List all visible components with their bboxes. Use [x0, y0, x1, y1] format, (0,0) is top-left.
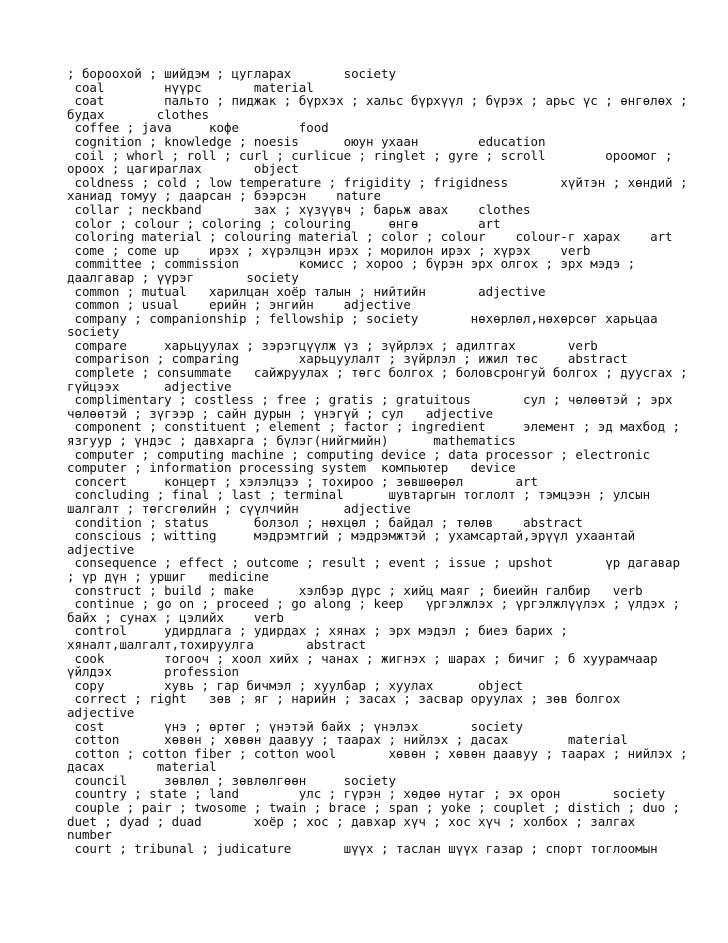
text-line: component ; constituent ; element ; factor ; ingredient элемент ; эд махбод ;	[67, 419, 681, 435]
text-line: come ; come up ирэх ; хүрэлцэн ирэх ; морилон ирэх ; хүрэх verb	[67, 242, 591, 258]
text-line: complimentary ; costless ; free ; gratis ; gratuitous сул ; чөлөөтэй ; эрх	[67, 392, 673, 408]
text-line: concluding ; final ; last ; terminal шувтаргын тоглолт ; тэмцээн ; улсын	[67, 487, 651, 503]
text-line: condition ; status болзол ; нөхцөл ; байдал ; төлөв abstract	[67, 514, 583, 530]
text-line: control удирдлага ; удирдах ; хянах ; эрх мэдэл ; биеэ барих ;	[67, 623, 568, 639]
text-line: cost үнэ ; өртөг ; үнэтэй байх ; үнэлэх society	[67, 718, 524, 734]
text-line: society	[67, 324, 120, 340]
text-line: complete ; consummate сайжруулах ; төгс болгох ; боловсронгуй болгох ; дуусгах ;	[67, 365, 688, 381]
text-line: construct ; build ; make хэлбэр дүрс ; хийц маяг ; биеийн галбир verb	[67, 582, 643, 598]
text-line: court ; tribunal ; judicature шүүх ; таслан шүүх газар ; спорт тоглоомын	[67, 840, 658, 856]
text-line: дасах material	[67, 759, 217, 775]
text-line: шалгалт ; төгсгөлийн ; сүүлчийн adjective	[67, 501, 411, 516]
text-line: continue ; go on ; proceed ; go along ; keep үргэлжлэх ; үргэлжлүүлэх ; үлдэх ;	[67, 596, 681, 612]
text-line: correct ; right зөв ; яг ; нарийн ; засах ; засвар оруулах ; зөв болгох	[67, 691, 621, 707]
text-line: common ; usual ерийн ; энгийн adjective	[67, 297, 411, 313]
text-line: common ; mutual харилцан хоёр талын ; нийтийн adjective	[67, 283, 546, 299]
text-line: duet ; dyad ; duad хоёр ; хос ; давхар хүч ; хос хүч ; холбох ; залгах	[67, 813, 636, 829]
text-line: будах clothes	[67, 106, 210, 122]
text-line: cook тогооч ; хоол хийх ; чанах ; жигнэх ; шарах ; бичиг ; б хуурамчаар	[67, 650, 658, 666]
text-line: compare харьцуулах ; зэрэгцүүлж үз ; зүйрлэх ; адилтгах verb	[67, 337, 598, 353]
text-line: number	[67, 827, 112, 843]
text-line: coffee ; java кофе food	[67, 120, 329, 136]
text-line: concert концерт ; хэлэлцээ ; тохироо ; зөвшөөрөл art	[67, 473, 538, 489]
text-line: coloring material ; colouring material ; color ; colour colour-г харах art	[67, 229, 673, 245]
text-line: гүйцээх adjective	[67, 378, 232, 394]
text-line: ороох ; цагираглах object	[67, 161, 299, 177]
text-line: consequence ; effect ; outcome ; result ; event ; issue ; upshot үр дагавар	[67, 555, 681, 571]
text-line: color ; colour ; coloring ; colouring өнгө art	[67, 215, 501, 231]
text-line: coat пальто ; пиджак ; бүрхэх ; хальс бүрхүүл ; бүрэх ; арьс үс ; өнгөлөх ;	[67, 93, 688, 109]
text-line: даалгавар ; үүрэг society	[67, 269, 299, 285]
text-line: collar ; neckband зах ; хүзүүвч ; барьж авах clothes	[67, 201, 531, 217]
text-line: couple ; pair ; twosome ; twain ; brace ; span ; yoke ; couplet ; distich ; duo ;	[67, 800, 681, 816]
text-line: ханиад томуу ; даарсан ; бээрсэн nature	[67, 188, 381, 204]
text-line: cotton ; cotton fiber ; cotton wool хөвөн ; хөвөн даавуу ; таарах ; нийлэх ;	[67, 745, 688, 761]
text-line: council зөвлөл ; зөвлөлгөөн society	[67, 772, 396, 788]
text-line: comparison ; comparing харьцуулалт ; зүйрлэл ; ижил төс abstract	[67, 351, 628, 367]
text-line: adjective	[67, 704, 135, 720]
text-line: байх ; сунах ; цэлийх verb	[67, 609, 284, 625]
text-line: хяналт,шалгалт,тохируулга abstract	[67, 636, 367, 652]
text-line: coldness ; cold ; low temperature ; frigidity ; frigidness хүйтэн ; хөндий ;	[67, 174, 688, 190]
text-line: adjective	[67, 541, 135, 557]
text-line: coil ; whorl ; roll ; curl ; curlicue ; ringlet ; gyre ; scroll ороомог ;	[67, 147, 673, 163]
text-line: үйлдэх profession	[67, 664, 239, 680]
text-line: copy хувь ; гар бичмэл ; хуулбар ; хуулах object	[67, 677, 524, 693]
dictionary-text	[67, 66, 688, 856]
text-line: country ; state ; land улс ; гүрэн ; хөдөө нутаг ; эх орон society	[67, 786, 666, 802]
text-line: company ; companionship ; fellowship ; society нөхөрлөл,нөхөрсөг харьцаа	[67, 310, 658, 326]
text-line: ; үр дүн ; уршиг medicine	[67, 568, 269, 584]
text-line: conscious ; witting мэдрэмтгий ; мэдрэмжтэй ; ухамсартай,эрүүл ухаантай	[67, 528, 636, 544]
text-line: computer ; information processing system компьютер device	[67, 460, 516, 476]
text-line: чөлөөтэй ; зүгээр ; сайн дурын ; үнэгүй ; сул adjective	[67, 405, 494, 421]
text-line: язгуур ; үндэс ; давхарга ; бүлэг(нийгмийн) mathematics	[67, 433, 516, 449]
text-line: cognition ; knowledge ; noesis оюун ухаан education	[67, 133, 546, 149]
text-line: committee ; commission комисс ; хороо ; бүрэн эрх олгох ; эрх мэдэ ;	[67, 256, 636, 272]
text-line: ; бороохой ; шийдэм ; цугларах society	[67, 66, 396, 81]
text-line: coal нүүрс material	[67, 79, 314, 95]
text-line: computer ; computing machine ; computing device ; data processor ; electronic	[67, 446, 651, 462]
text-line: cotton хөвөн ; хөвөн даавуу ; таарах ; нийлэх ; дасах material	[67, 732, 628, 748]
